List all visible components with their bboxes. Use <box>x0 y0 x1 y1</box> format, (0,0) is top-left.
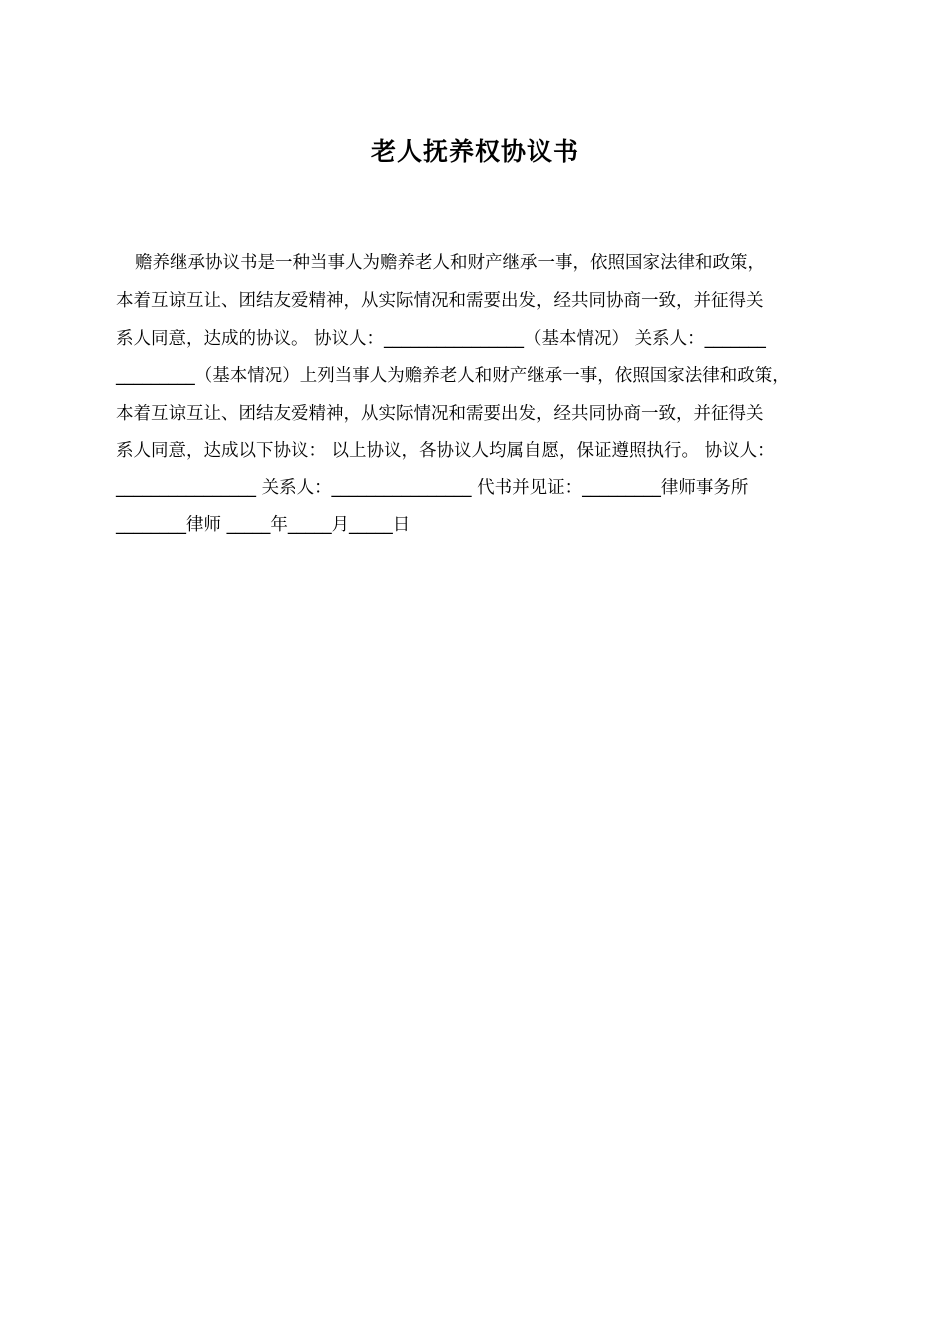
body-line: 系人同意，达成的协议。 协议人：________________（基本情况） 关系人：_______ <box>116 329 766 349</box>
body-line: 系人同意，达成以下协议： 以上协议，各协议人均属自愿，保证遵照执行。 协议人： <box>116 441 775 461</box>
body-line: 本着互谅互让、团结友爱精神，从实际情况和需要出发，经共同协商一致，并征得关 <box>116 404 764 424</box>
body-line: _________（基本情况）上列当事人为赡养老人和财产继承一事，依照国家法律和政策， <box>116 366 790 386</box>
signature-line: ________________ 关系人：________________ 代书并见证：_________律师事务所 <box>116 478 749 498</box>
document-title: 老人抚养权协议书 <box>370 137 579 166</box>
body-line: 赡养继承协议书是一种当事人为赡养老人和财产继承一事，依照国家法律和政策， <box>135 253 765 273</box>
body-line: 本着互谅互让、团结友爱精神，从实际情况和需要出发，经共同协商一致，并征得关 <box>116 291 764 311</box>
date-line: ________律师 _____年_____月_____日 <box>116 515 411 535</box>
